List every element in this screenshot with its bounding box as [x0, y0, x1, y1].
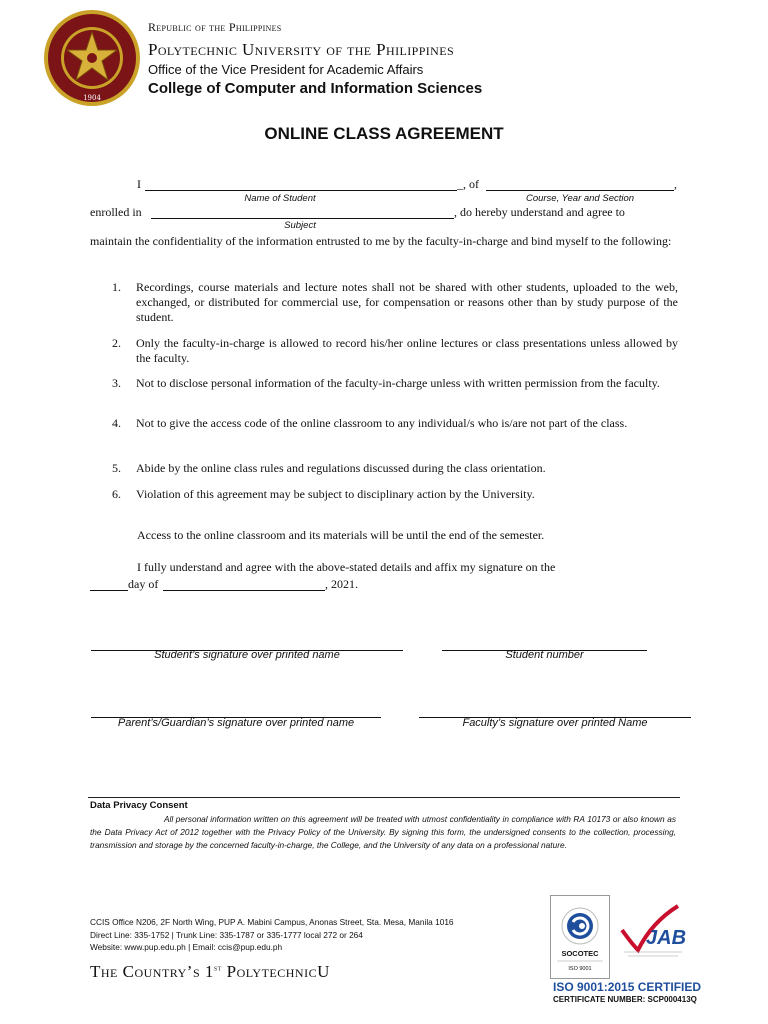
access-note: Access to the online classroom and its materials will be until the end of the semester. — [137, 528, 545, 542]
list-item-text: Only the faculty-in-charge is allowed to record his/her online lectures or class presentations unless allowed by the faculty. — [136, 336, 678, 365]
university-seal-logo — [42, 8, 142, 108]
motto-text-end: PolytechnicU — [221, 962, 330, 981]
list-item-number: 6. — [112, 487, 121, 501]
header-university: Polytechnic University of the Philippines — [148, 40, 455, 59]
footer-motto — [90, 962, 330, 982]
course-caption: Course, Year and Section — [525, 193, 635, 204]
subject-field[interactable] — [151, 206, 454, 219]
socotec-logo-icon — [551, 896, 609, 978]
iso-certified-label: ISO 9001:2015 CERTIFIED — [553, 980, 702, 994]
footer-address: CCIS Office N206, 2F North Wing, PUP A. Mabini Campus, Anonas Street, Sta. Mesa, Manila 1016 — [90, 917, 454, 927]
list-item — [90, 487, 680, 502]
list-item-text: Abide by the online class rules and regulations discussed during the class orientation. — [136, 461, 546, 475]
footer-web: Website: www.pup.edu.ph | Email: ccis@pup.edu.ph — [90, 942, 283, 952]
i-label: I — [137, 177, 141, 191]
seal-year: 1904 — [83, 94, 101, 102]
list-item-number: 5. — [112, 461, 121, 475]
name-caption: Name of Student — [244, 193, 316, 204]
comma-label: , — [674, 177, 677, 191]
faculty-signature-caption: Faculty’s signature over printed Name — [462, 717, 648, 729]
socotec-label: SOCOTEC — [561, 949, 599, 958]
year-label: , 2021. — [325, 577, 358, 591]
day-of-label: day of — [128, 577, 159, 591]
list-item — [90, 336, 680, 366]
statement-continuation: maintain the confidentiality of the information entrusted to me by the faculty-in-charge and bind myself to the following: — [90, 234, 672, 248]
list-item — [90, 416, 680, 446]
list-item-text: Recordings, course materials and lecture notes shall not be shared with other students, uploaded to the web, exchanged, or distributed for commercial use, for compensation or reasons other than by study purpose of the student. — [136, 280, 678, 324]
footer-phones: Direct Line: 335-1752 | Trunk Line: 335-1787 or 335-1777 local 272 or 264 — [90, 929, 363, 940]
privacy-body-text: All personal information written on this agreement will be treated with utmost confidentiality in compliance with RA 10173 or also known as the Data Privacy Act of 2012 together with the Privacy Policy of the University. By signing this form, the undersigned consents to the collection, processing, transmission and storage by the concerned faculty-in-charge, the College, and the University of any data on a professional nature. — [90, 814, 676, 850]
list-item-number: 2. — [112, 336, 121, 350]
of-label: _, of — [457, 177, 479, 191]
socotec-badge — [550, 895, 610, 979]
list-item-number: 1. — [112, 280, 121, 294]
list-item — [90, 376, 680, 406]
motto-superscript: st — [213, 962, 222, 973]
header-republic: Republic of the Philippines — [148, 20, 282, 34]
student-name-field[interactable] — [145, 178, 457, 191]
jab-logo-icon — [618, 900, 688, 962]
month-field[interactable] — [163, 578, 325, 591]
list-item-number: 4. — [112, 416, 121, 430]
privacy-body — [90, 813, 676, 852]
page-title: ONLINE CLASS AGREEMENT — [264, 124, 504, 143]
footer-contact — [90, 916, 454, 954]
list-item-text: Violation of this agreement may be subject to disciplinary action by the University. — [136, 487, 535, 501]
motto-text: The Country’s 1 — [90, 962, 214, 981]
jab-label: JAB — [646, 927, 687, 949]
list-item — [90, 461, 680, 476]
agree-text: , do hereby understand and agree to — [454, 205, 625, 219]
course-field[interactable] — [486, 178, 674, 191]
iso9001-label: ISO 9001 — [568, 966, 592, 972]
enrolled-label: enrolled in — [90, 205, 142, 219]
student-number-caption: Student number — [505, 649, 584, 661]
student-signature-caption: Student’s signature over printed name — [154, 649, 340, 661]
header-office: Office of the Vice President for Academic Affairs — [148, 62, 424, 77]
parent-signature-caption: Parent’s/Guardian’s signature over printed name — [117, 717, 355, 729]
list-item — [90, 280, 680, 326]
affix-statement: I fully understand and agree with the above-stated details and affix my signature on the — [137, 560, 556, 574]
list-item-text: Not to give the access code of the online classroom to any individual/s who is/are not part of the class. — [136, 416, 628, 430]
privacy-divider — [88, 797, 680, 798]
list-item-text: Not to disclose personal information of the faculty-in-charge unless with written permission from the faculty. — [136, 376, 660, 390]
day-field[interactable] — [90, 578, 128, 591]
privacy-heading: Data Privacy Consent — [90, 800, 188, 811]
list-item-number: 3. — [112, 376, 121, 390]
certificate-number: CERTIFICATE NUMBER: SCP000413Q — [553, 995, 697, 1004]
subject-caption: Subject — [284, 220, 316, 231]
header-college: College of Computer and Information Sciences — [148, 80, 483, 97]
